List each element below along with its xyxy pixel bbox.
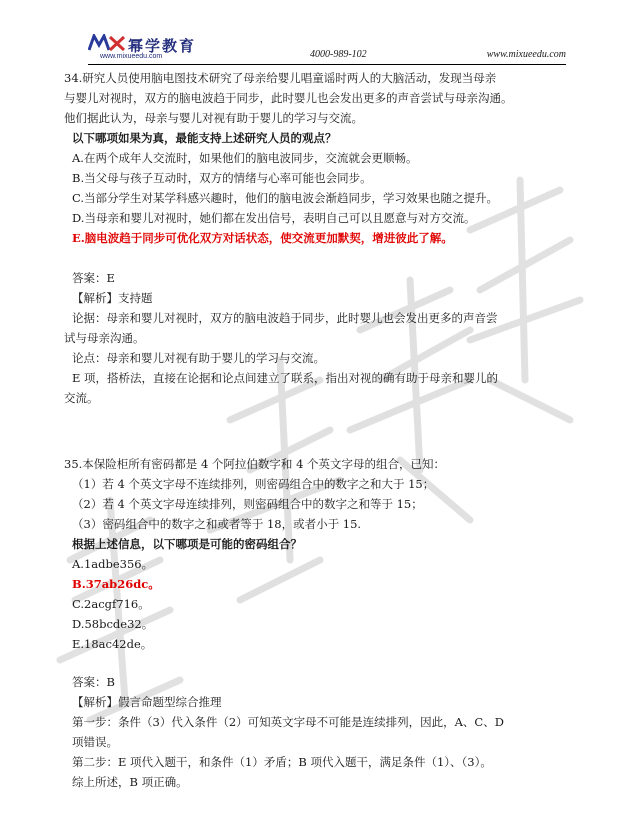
- q34-analysis-line: E 项，搭桥法，直接在论据和论点间建立了联系，指出对视的确有助于母亲和婴儿的: [72, 371, 499, 385]
- q35-condition: （3）密码组合中的数字之和或者等于 18，或者小于 15.: [72, 517, 362, 531]
- q35-analysis-line: 第一步：条件（3）代入条件（2）可知英文字母不可能是连续排列，因此，A、C、D: [72, 715, 504, 729]
- header-phone: 4000-989-102: [310, 49, 367, 60]
- logo-mark-icon: [88, 34, 128, 52]
- q35-condition: （2）若 4 个英文字母连续排列，则密码组合中的数字之和等于 15；: [72, 497, 423, 511]
- q34-analysis-title: 【解析】支持题: [72, 291, 153, 305]
- q34-stem-line: 34.研究人员使用脑电图技术研究了母亲给婴儿唱童谣时两人的大脑活动，发现当母亲: [64, 71, 497, 85]
- logo-url: www.mixueedu.com: [100, 53, 163, 60]
- q35-analysis-line: 项错误。: [72, 735, 118, 749]
- q35-question: 根据上述信息，以下哪项是可能的密码组合？: [72, 537, 302, 551]
- page-header: [88, 32, 566, 66]
- q35-option-e: E.18ac42de。: [72, 637, 153, 651]
- q34-option-e-correct: E.脑电波趋于同步可优化双方对话状态，使交流更加默契，增进彼此了解。: [72, 231, 453, 245]
- header-rule: [88, 64, 566, 65]
- logo-text: 幂学教育: [128, 37, 197, 55]
- q34-option-c: C.当部分学生对某学科感兴趣时，他们的脑电波会渐趋同步，学习效果也随之提升。: [72, 191, 499, 205]
- q35-analysis-line: 综上所述，B 项正确。: [72, 775, 188, 789]
- q35-stem: 35.本保险柜所有密码都是 4 个阿拉伯数字和 4 个英文字母的组合，已知：: [64, 457, 446, 471]
- q34-analysis-line: 论点：母亲和婴儿对视有助于婴儿的学习与交流。: [72, 351, 325, 365]
- q34-option-a: A.在两个成年人交流时，如果他们的脑电波同步，交流就会更顺畅。: [72, 151, 418, 165]
- q34-analysis-line: 论据：母亲和婴儿对视时，双方的脑电波趋于同步，此时婴儿也会发出更多的声音尝: [72, 311, 498, 325]
- q35-option-b-correct: B.37ab26dc。: [72, 577, 160, 591]
- logo: [88, 32, 238, 64]
- q35-analysis-title: 【解析】假言命题型综合推理: [72, 695, 222, 709]
- header-website: www.mixueedu.com: [486, 49, 566, 60]
- q34-analysis-line: 交流。: [64, 391, 99, 405]
- q34-stem-line: 他们据此认为，母亲与婴儿对视有助于婴儿的学习与交流。: [64, 111, 363, 125]
- q34-stem-line: 与婴儿对视时，双方的脑电波趋于同步，此时婴儿也会发出更多的声音尝试与母亲沟通。: [64, 91, 513, 105]
- q35-analysis-line: 第二步：E 项代入题干，和条件（1）矛盾；B 项代入题干，满足条件（1）、（3）。: [72, 755, 492, 769]
- q35-answer: 答案：B: [72, 675, 115, 689]
- q34-option-d: D.当母亲和婴儿对视时，她们都在发出信号，表明自己可以且愿意与对方交流。: [72, 211, 476, 225]
- q34-option-b: B.当父母与孩子互动时，双方的情绪与心率可能也会同步。: [72, 171, 372, 185]
- q35-option-c: C.2acgf716。: [72, 597, 150, 611]
- q34-question: 以下哪项如果为真，最能支持上述研究人员的观点？: [72, 131, 337, 145]
- q34-analysis-line: 试与母亲沟通。: [64, 331, 145, 345]
- q35-condition: （1）若 4 个英文字母不连续排列，则密码组合中的数字之和大于 15；: [72, 477, 435, 491]
- q35-option-a: A.1adbe356。: [72, 557, 154, 571]
- q35-option-d: D.58bcde32。: [72, 617, 154, 631]
- q34-answer: 答案：E: [72, 271, 115, 285]
